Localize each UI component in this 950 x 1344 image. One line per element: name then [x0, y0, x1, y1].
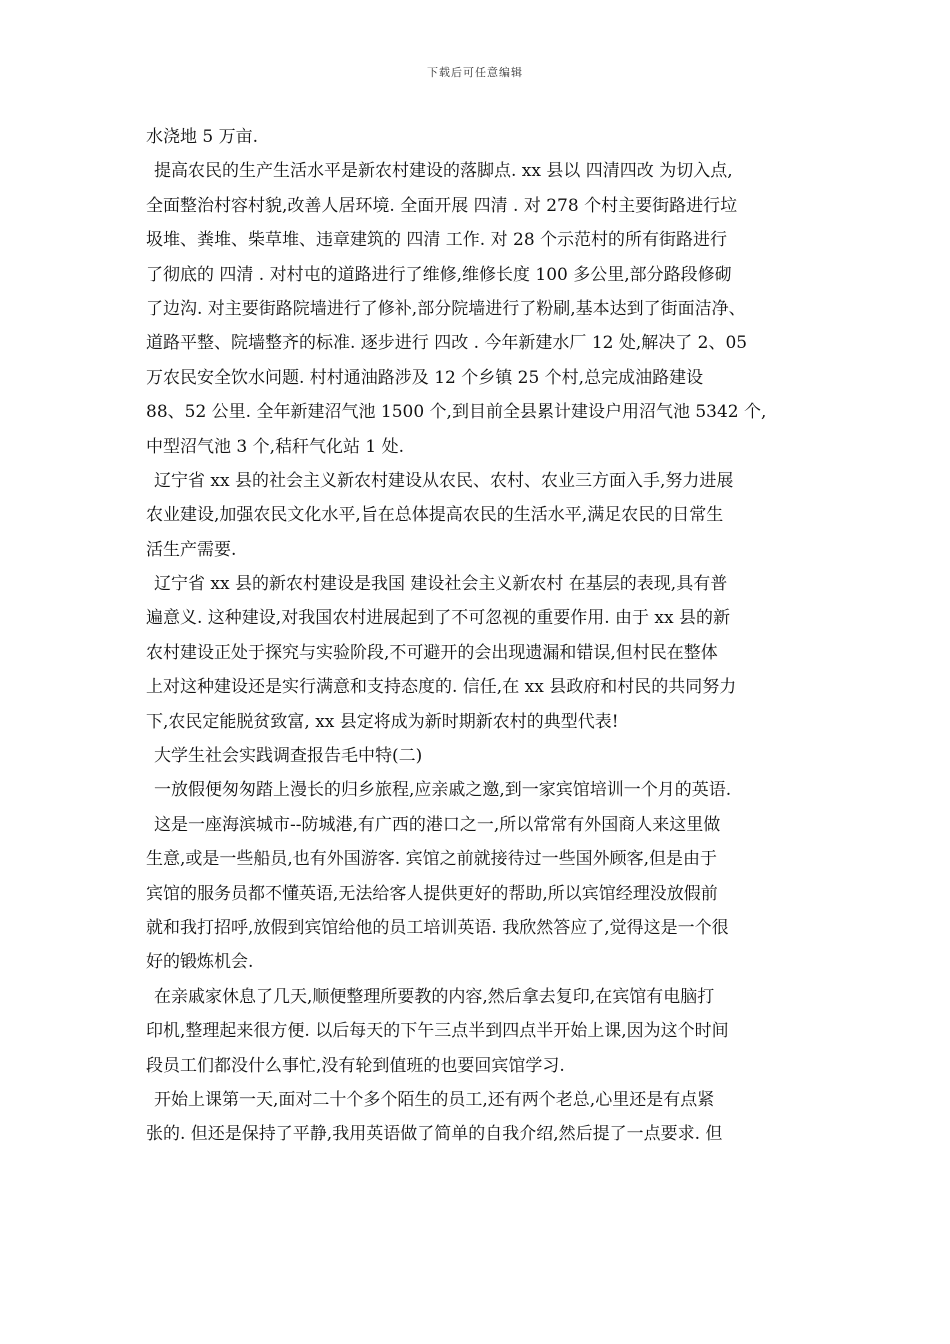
text-line: 农业建设,加强农民文化水平,旨在总体提高农民的生活水平,满足农民的日常生 [146, 505, 724, 526]
text-line: 遍意义. 这种建设,对我国农村进展起到了不可忽视的重要作用. 由于 xx 县的新 [146, 608, 731, 629]
text-line: 辽宁省 xx 县的新农村建设是我国 建设社会主义新农村 在基层的表现,具有普 [154, 574, 728, 595]
text-line: 好的锻炼机会. [146, 952, 254, 973]
text-line: 圾堆、粪堆、柴草堆、违章建筑的 四清 工作. 对 28 个示范村的所有街路进行 [146, 230, 728, 251]
text-line: 辽宁省 xx 县的社会主义新农村建设从农民、农村、农业三方面入手,努力进展 [154, 470, 734, 491]
text-line: 开始上课第一天,面对二十个多个陌生的员工,还有两个老总,心里还是有点紧 [154, 1089, 715, 1110]
text-line: 提高农民的生产生活水平是新农村建设的落脚点. xx 县以 四清四改 为切入点, [154, 161, 733, 182]
text-line: 了彻底的 四清 . 对村屯的道路进行了维修,维修长度 100 多公里,部分路段修砌 [146, 264, 732, 285]
text-line: 段员工们都没什么事忙,没有轮到值班的也要回宾馆学习. [146, 1055, 565, 1076]
document-body [146, 120, 810, 1152]
page-header: 下载后可任意编辑 [427, 66, 523, 79]
text-line: 张的. 但还是保持了平静,我用英语做了简单的自我介绍,然后提了一点要求. 但 [146, 1124, 723, 1145]
text-line: 宾馆的服务员都不懂英语,无法给客人提供更好的帮助,所以宾馆经理没放假前 [146, 883, 718, 904]
text-line: 道路平整、院墙整齐的标准. 逐步进行 四改 . 今年新建水厂 12 处,解决了 2、05 [146, 333, 748, 354]
text-line: 全面整治村容村貌,改善人居环境. 全面开展 四清 . 对 278 个村主要街路进行垃 [146, 195, 738, 216]
text-line: 万农民安全饮水问题. 村村通油路涉及 12 个乡镇 25 个村,总完成油路建设 [146, 367, 704, 388]
text-line: 88、52 公里. 全年新建沼气池 1500 个,到目前全县累计建设户用沼气池 5342 个, [146, 402, 767, 423]
text-line: 一放假便匆匆踏上漫长的归乡旅程,应亲戚之邀,到一家宾馆培训一个月的英语. [154, 780, 732, 801]
text-line: 生意,或是一些船员,也有外国游客. 宾馆之前就接待过一些国外顾客,但是由于 [146, 849, 718, 870]
text-line: 活生产需要. [146, 539, 237, 560]
text-line: 这是一座海滨城市--防城港,有广西的港口之一,所以常常有外国商人来这里做 [154, 814, 721, 835]
text-line: 印机,整理起来很方便. 以后每天的下午三点半到四点半开始上课,因为这个时间 [146, 1021, 729, 1042]
text-line: 大学生社会实践调查报告毛中特(二) [154, 746, 423, 767]
text-line: 了边沟. 对主要街路院墙进行了修补,部分院墙进行了粉刷,基本达到了街面洁净、 [146, 298, 746, 319]
text-line: 上对这种建设还是实行满意和支持态度的. 信任,在 xx 县政府和村民的共同努力 [146, 677, 737, 698]
text-line: 水浇地 5 万亩. [146, 127, 259, 147]
text-line: 农村建设正处于探究与实验阶段,不可避开的会出现遗漏和错误,但村民在整体 [146, 642, 718, 663]
text-line: 就和我打招呼,放假到宾馆给他的员工培训英语. 我欣然答应了,觉得这是一个很 [146, 917, 729, 938]
text-line: 中型沼气池 3 个,秸秆气化站 1 处. [146, 436, 405, 457]
text-line: 在亲戚家休息了几天,顺便整理所要教的内容,然后拿去复印,在宾馆有电脑打 [154, 986, 715, 1007]
text-line: 下,农民定能脱贫致富, xx 县定将成为新时期新农村的典型代表! [146, 711, 619, 732]
